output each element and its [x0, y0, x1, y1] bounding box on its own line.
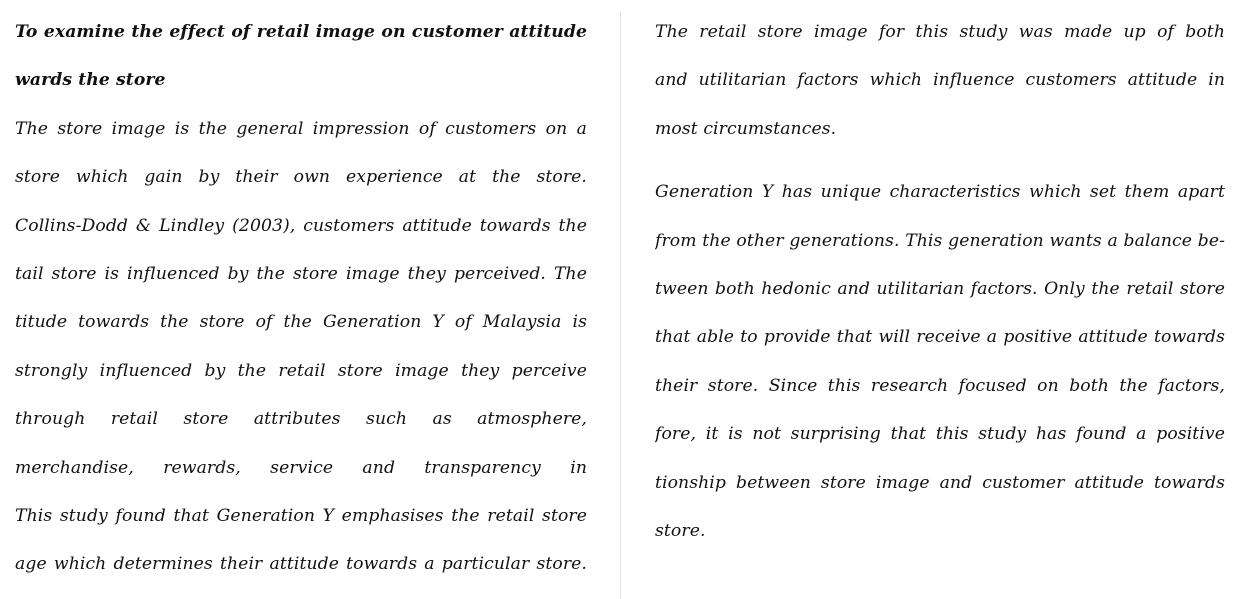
- text-line: from the other generations. This generation wants a balance be-: [655, 230, 1225, 251]
- text-line: Collins-Dodd & Lindley (2003), customers attitude towards the: [15, 215, 587, 236]
- text-line: that able to provide that will receive a positive attitude towards: [655, 327, 1225, 348]
- text-line: and utilitarian factors which influence customers attitude in: [655, 70, 1225, 91]
- column-divider: [620, 12, 621, 599]
- text-line: This study found that Generation Y emphasises the retail store: [15, 505, 587, 526]
- left-column: [15, 8, 587, 589]
- text-line: titude towards the store of the Generation Y of Malaysia is: [15, 312, 587, 333]
- section-heading: [15, 8, 587, 105]
- text-line: most circumstances.: [655, 118, 837, 139]
- paragraph-store-image: [15, 105, 587, 589]
- text-line: tween both hedonic and utilitarian factors. Only the retail store: [655, 278, 1225, 299]
- paragraph-gap: [655, 153, 1225, 168]
- text-line: fore, it is not surprising that this study has found a positive: [655, 424, 1225, 445]
- text-line: The store image is the general impression of customers on a: [15, 118, 587, 139]
- text-line: store which gain by their own experience at the store.: [15, 167, 587, 188]
- text-line: Generation Y has unique characteristics which set them apart: [655, 182, 1225, 203]
- text-line: merchandise, rewards, service and transparency in: [15, 457, 587, 478]
- text-line: through retail store attributes such as atmosphere,: [15, 409, 587, 430]
- text-line: tail store is influenced by the store image they perceived. The: [15, 263, 587, 284]
- paragraph-generation-y: [655, 168, 1225, 555]
- paragraph-hedonic-utilitarian: [655, 8, 1225, 153]
- text-line: The retail store image for this study was made up of both: [655, 22, 1225, 42]
- text-line: their store. Since this research focused on both the factors,: [655, 375, 1225, 396]
- text-line: store.: [655, 520, 706, 541]
- heading-line: wards the store: [15, 70, 166, 91]
- right-column: [655, 8, 1225, 555]
- text-line: tionship between store image and customer attitude towards: [655, 472, 1225, 493]
- text-line: strongly influenced by the retail store image they perceive: [15, 360, 587, 381]
- heading-line: To examine the effect of retail image on customer attitude: [15, 22, 587, 42]
- text-line: age which determines their attitude towards a particular store.: [15, 554, 587, 575]
